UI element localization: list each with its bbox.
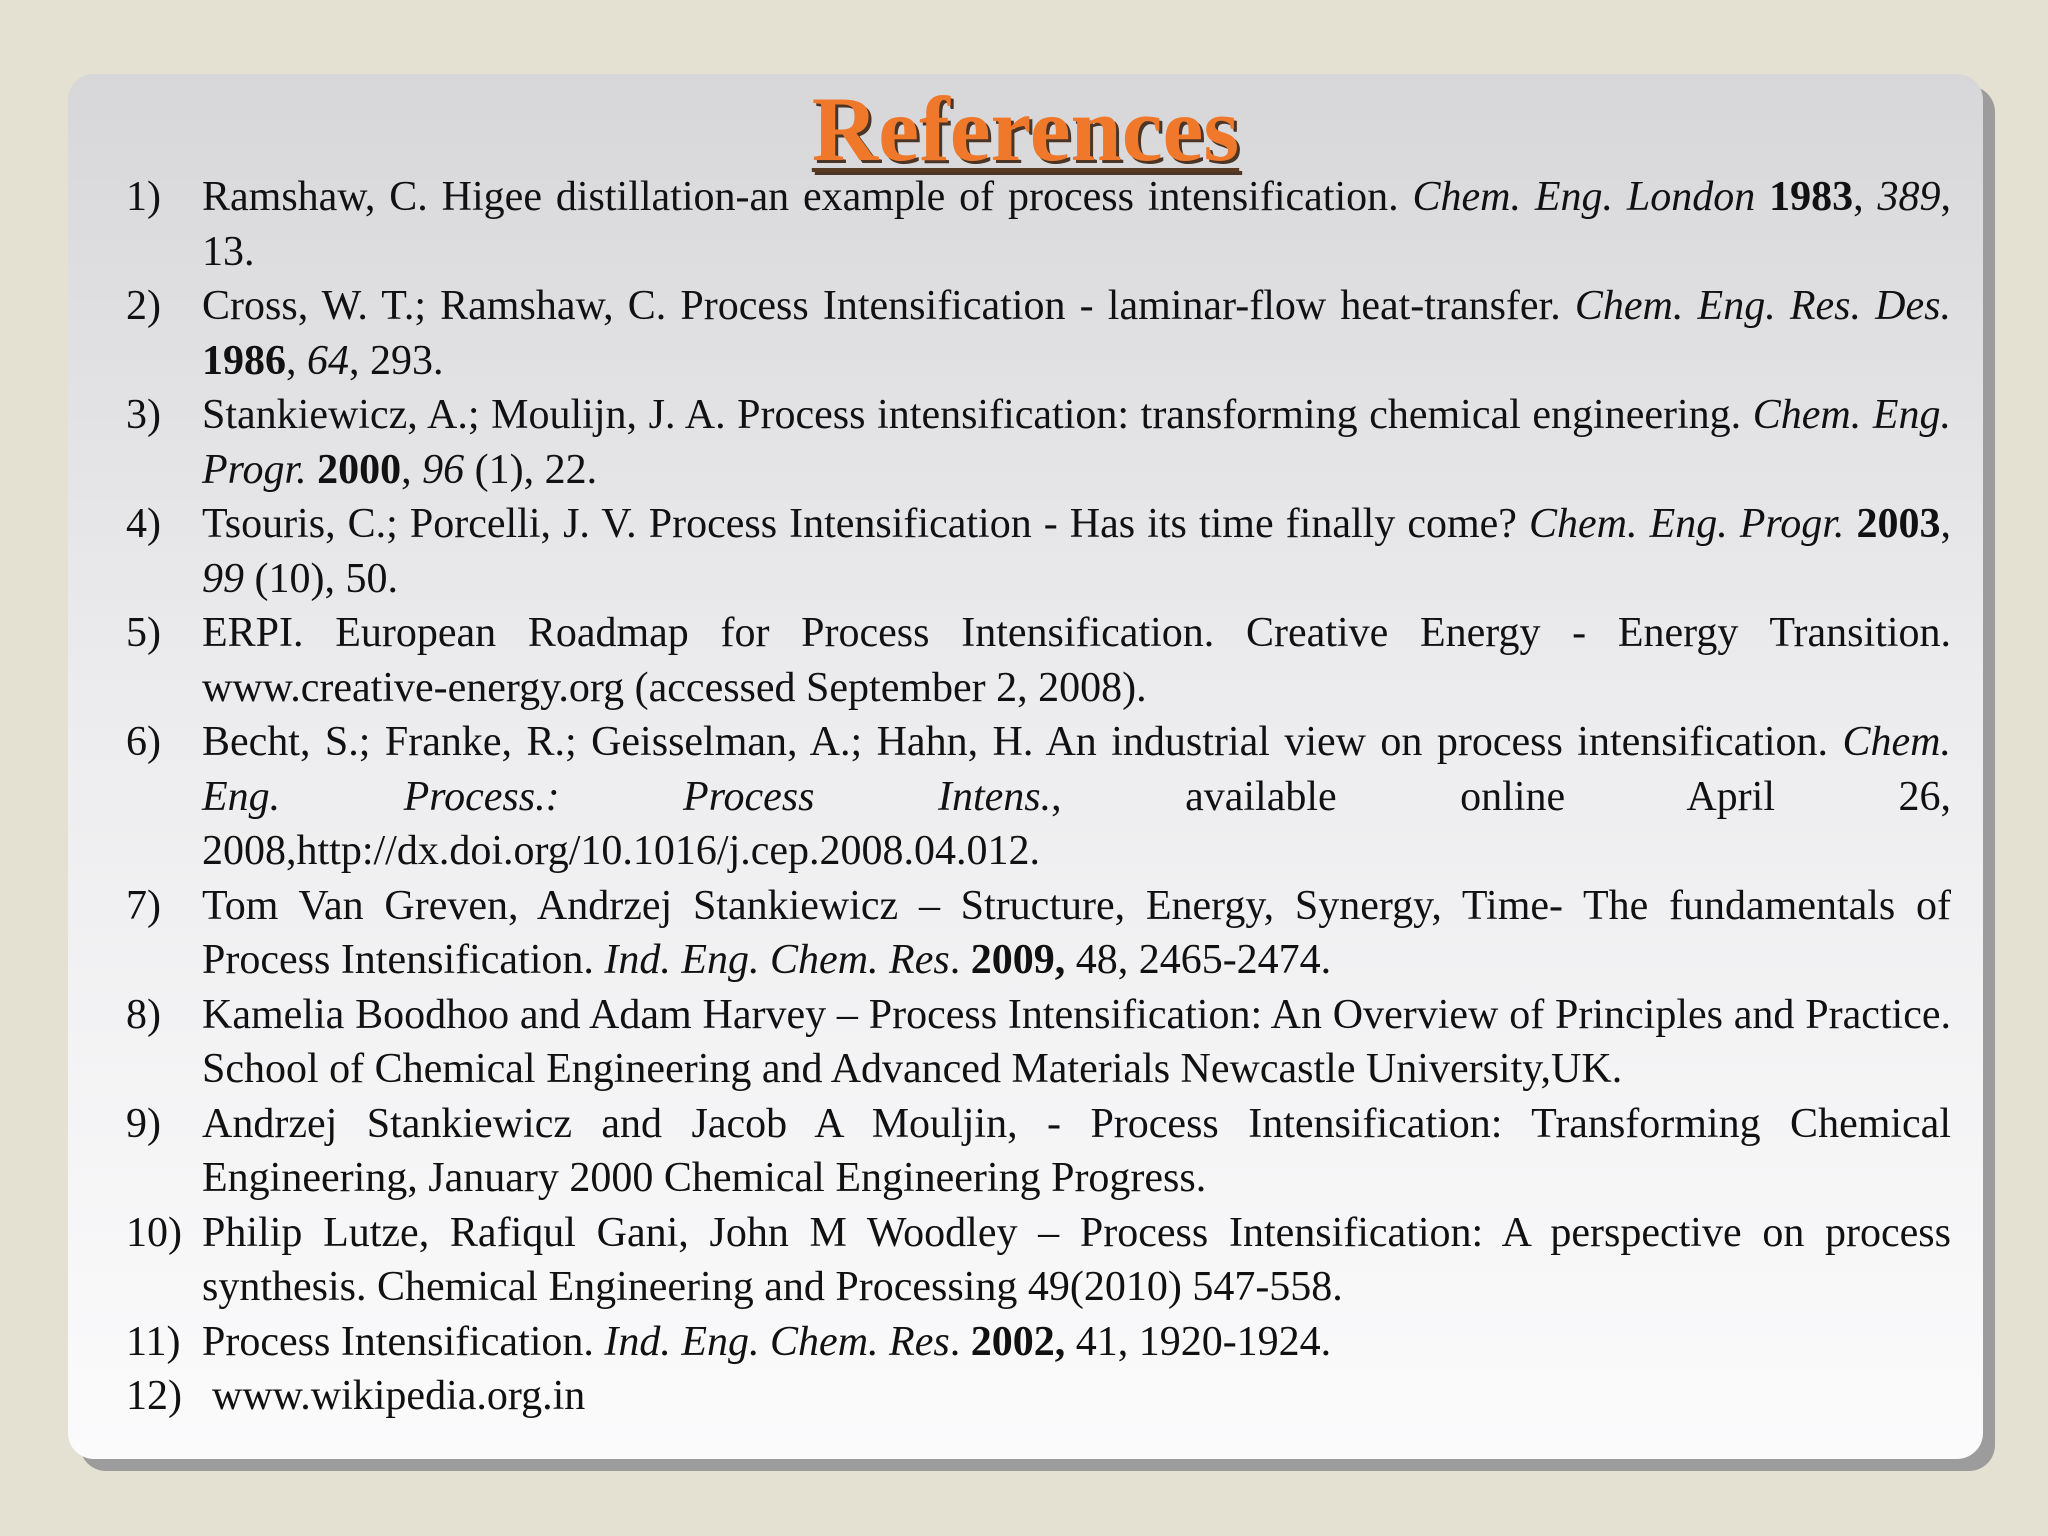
reference-item bbox=[126, 497, 1951, 606]
reference-journal: Chem. Eng. Progr. bbox=[202, 392, 1951, 493]
reference-text bbox=[202, 1369, 1951, 1424]
reference-segment: Process Intensification. bbox=[202, 1318, 605, 1365]
reference-journal: Chem. Eng. Res. Des. bbox=[1574, 283, 1951, 329]
reference-journal: 389 bbox=[1877, 174, 1941, 220]
reference-number: 1) bbox=[126, 174, 161, 220]
reference-text bbox=[202, 988, 1951, 1097]
reference-journal: Chem. Eng. Progr. bbox=[1529, 501, 1845, 547]
reference-text bbox=[202, 497, 1951, 606]
reference-segment: , 13. bbox=[202, 174, 1951, 275]
reference-segment: Stankiewicz, A.; Moulijn, J. A. Process intensification: transforming chemical engineering. bbox=[202, 392, 1753, 438]
reference-text bbox=[202, 879, 1951, 988]
reference-item bbox=[126, 388, 1951, 497]
reference-item bbox=[126, 879, 1951, 988]
reference-segment: Becht, S.; Franke, R.; Geisselman, A.; Hahn, H. An industrial view on process intensification. bbox=[202, 719, 1843, 765]
reference-journal: Chem. Eng. Process.: Process Intens. bbox=[202, 719, 1951, 820]
reference-item bbox=[126, 606, 1951, 715]
reference-segment bbox=[1755, 174, 1769, 220]
reference-year: 1983 bbox=[1769, 174, 1854, 220]
reference-journal: Ind. Eng. Chem. Res bbox=[604, 1318, 950, 1365]
reference-segment: Ramshaw, C. Higee distillation-an example of process intensification. bbox=[202, 174, 1413, 220]
reference-segment: Tsouris, C.; Porcelli, J. V. Process Intensification - Has its time finally come? bbox=[202, 501, 1530, 547]
reference-text bbox=[202, 1315, 1951, 1370]
reference-number: 6) bbox=[126, 719, 161, 765]
reference-journal: Ind. Eng. Chem. Res bbox=[604, 937, 950, 983]
reference-item bbox=[126, 715, 1951, 879]
reference-segment: 48, 2465-2474. bbox=[1065, 937, 1332, 983]
reference-segment: . bbox=[949, 937, 971, 983]
reference-item bbox=[126, 988, 1951, 1097]
slide-card bbox=[68, 74, 1983, 1459]
references-list bbox=[126, 170, 1951, 1424]
reference-segment: , bbox=[1940, 501, 1952, 547]
reference-item bbox=[126, 279, 1951, 388]
reference-text bbox=[202, 1206, 1951, 1315]
reference-segment: www.wikipedia.org.in bbox=[212, 1373, 586, 1419]
reference-year: 2002, bbox=[970, 1318, 1066, 1365]
reference-text bbox=[202, 279, 1951, 388]
reference-number: 10) bbox=[126, 1209, 182, 1256]
reference-segment: ERPI. European Roadmap for Process Intensification. Creative Energy - Energy Transition. www.creative-energy.org (accessed September 2, 2008). bbox=[202, 610, 1951, 711]
reference-text bbox=[202, 1097, 1951, 1206]
reference-number: 5) bbox=[126, 610, 161, 656]
reference-segment bbox=[1844, 501, 1856, 547]
reference-segment: Tom Van Greven, Andrzej Stankiewicz – Structure, Energy, Synergy, Time- The fundamentals of Process Intensification. bbox=[202, 882, 1951, 983]
reference-segment: Cross, W. T.; Ramshaw, C. Process Intensification - laminar-flow heat-transfer. bbox=[202, 283, 1575, 329]
reference-year: 1986 bbox=[202, 337, 286, 384]
reference-segment: , bbox=[286, 337, 307, 384]
reference-year: 2009, bbox=[970, 937, 1066, 983]
reference-segment: . bbox=[949, 1318, 971, 1365]
reference-text bbox=[202, 170, 1951, 279]
reference-text bbox=[202, 715, 1951, 879]
reference-journal: Chem. Eng. London bbox=[1412, 174, 1756, 220]
reference-number: 2) bbox=[126, 283, 161, 329]
reference-segment: , 293. bbox=[349, 337, 444, 384]
reference-item bbox=[126, 1315, 1951, 1370]
reference-journal: 64 bbox=[307, 337, 349, 384]
reference-item bbox=[126, 1097, 1951, 1206]
reference-text bbox=[202, 606, 1951, 715]
reference-number: 9) bbox=[126, 1100, 161, 1147]
reference-segment: , available online April 26, 2008,http://dx.doi.org/10.1016/j.cep.2008.04.012. bbox=[202, 773, 1951, 874]
reference-segment: Andrzej Stankiewicz and Jacob A Mouljin, - Process Intensification: Transforming Chemical Engineering, January 2000 Chemical Engineering Progress. bbox=[202, 1100, 1951, 1201]
reference-year: 2000 bbox=[317, 446, 402, 493]
reference-segment: , bbox=[401, 446, 423, 493]
reference-text bbox=[202, 388, 1951, 497]
reference-journal: 99 bbox=[202, 555, 244, 602]
reference-number: 12) bbox=[126, 1373, 182, 1419]
reference-segment: (10), 50. bbox=[244, 555, 398, 602]
reference-segment: Philip Lutze, Rafiqul Gani, John M Woodley – Process Intensification: A perspective on process synthesis. Chemical Engineering and Processing 49(2010) 547-558. bbox=[202, 1209, 1951, 1310]
reference-number: 7) bbox=[126, 882, 161, 929]
reference-item bbox=[126, 1369, 1951, 1424]
reference-journal: 96 bbox=[422, 446, 465, 493]
reference-segment: , bbox=[1853, 174, 1878, 220]
reference-number: 4) bbox=[126, 501, 161, 547]
reference-segment: (1), 22. bbox=[464, 446, 598, 493]
reference-number: 8) bbox=[126, 991, 161, 1038]
reference-segment: 41, 1920-1924. bbox=[1065, 1318, 1332, 1365]
reference-item bbox=[126, 170, 1951, 279]
reference-number: 3) bbox=[126, 392, 161, 438]
reference-segment: Kamelia Boodhoo and Adam Harvey – Process Intensification: An Overview of Principles and Practice. School of Chemical Engineering and Advanced Materials Newcastle University,UK. bbox=[202, 991, 1951, 1092]
reference-segment bbox=[307, 447, 318, 493]
reference-item bbox=[126, 1206, 1951, 1315]
reference-number: 11) bbox=[126, 1318, 181, 1365]
reference-year: 2003 bbox=[1856, 501, 1941, 547]
slide-title: References bbox=[811, 78, 1240, 180]
